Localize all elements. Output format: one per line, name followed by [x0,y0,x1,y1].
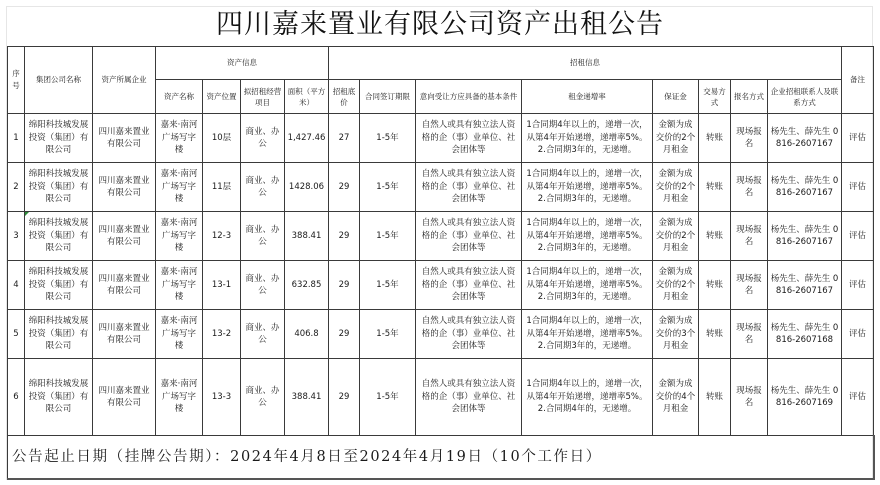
cell-remarks: 评估 [842,310,874,359]
header-asset-info: 资产信息 [156,47,329,80]
cell-deposit: 金额为成交价的2个月租金 [653,212,699,261]
footer-row [8,436,874,480]
header-owner-company: 资产所属企业 [93,47,156,114]
cell-asset-name: 嘉来·南河广场写字楼 [156,163,203,212]
header-signup-method: 报名方式 [731,80,768,114]
cell-conditions: 自然人或具有独立法人资格的企（事）业单位、社会团体等 [416,163,522,212]
cell-owner-company: 四川嘉来置业有限公司 [93,310,156,359]
cell-business: 商业、办公 [241,359,285,436]
header-lease-info: 招租信息 [329,47,842,80]
cell-term: 1-5年 [360,359,416,436]
cell-area: 406.8 [285,310,329,359]
cell-group-company: 绵阳科技城发展投资（集团）有限公司 [25,310,93,359]
lease-announcement-table [7,46,875,480]
table-row [8,114,874,163]
header-contact: 企业招租联系人及联系方式 [768,80,842,114]
cell-base-price: 29 [329,359,360,436]
cell-seq: 1 [8,114,25,163]
cell-conditions: 自然人或具有独立法人资格的企（事）业单位、社会团体等 [416,212,522,261]
announcement-period: 公告起止日期（挂牌公告期）：2024年4月8日至2024年4月19日（10个工作日） [8,436,874,480]
cell-rent-increase: 1合同期4年以上的，递增一次，从第4年开始递增，递增率5%。2.合同期3年的，无递增。 [522,261,653,310]
header-rent-increase: 租金递增率 [522,80,653,114]
cell-owner-company: 四川嘉来置业有限公司 [93,114,156,163]
cell-area: 388.41 [285,212,329,261]
cell-trade: 转账 [699,212,731,261]
cell-base-price: 29 [329,310,360,359]
cell-deposit: 金额为成交价的3个月租金 [653,310,699,359]
cell-deposit: 金额为成交价的2个月租金 [653,261,699,310]
header-asset-name: 资产名称 [156,80,203,114]
cell-rent-increase: 1合同期4年以上的，递增一次，从第4年开始递增，递增率5%。2.合同期4年的，无递增。 [522,359,653,436]
cell-trade: 转账 [699,310,731,359]
cell-base-price: 27 [329,114,360,163]
cell-term: 1-5年 [360,163,416,212]
cell-remarks: 评估 [842,212,874,261]
header-base-price: 招租底价 [329,80,360,114]
cell-base-price: 29 [329,212,360,261]
cell-owner-company: 四川嘉来置业有限公司 [93,359,156,436]
cell-seq: 2 [8,163,25,212]
cell-group-company: 绵阳科技城发展投资（集团）有限公司 [25,163,93,212]
header-area: 面积（平方米） [285,80,329,114]
cell-contact: 杨先生、薛先生 0816-2607167 [768,163,842,212]
cell-contact: 杨先生、薛先生 0816-2607167 [768,261,842,310]
cell-base-price: 29 [329,163,360,212]
cell-asset-name: 嘉来·南河广场写字楼 [156,114,203,163]
cell-seq: 5 [8,310,25,359]
cell-business: 商业、办公 [241,310,285,359]
cell-contact: 杨先生、薛先生 0816-2607167 [768,114,842,163]
cell-rent-increase: 1合同期4年以上的，递增一次，从第4年开始递增，递增率5%。2.合同期3年的，无递增。 [522,163,653,212]
header-deposit: 保证金 [653,80,699,114]
cell-owner-company: 四川嘉来置业有限公司 [93,163,156,212]
header-asset-location: 资产位置 [203,80,241,114]
cell-group-company-text: 绵阳科技城发展投资（集团）有限公司 [28,218,89,254]
comment-marker-icon [25,212,29,216]
cell-signup: 现场报名 [731,163,768,212]
cell-signup: 现场报名 [731,359,768,436]
cell-signup: 现场报名 [731,310,768,359]
table-row [8,261,874,310]
cell-conditions: 自然人或具有独立法人资格的企（事）业单位、社会团体等 [416,310,522,359]
cell-contact: 杨先生、薛先生 0816-2607168 [768,310,842,359]
cell-remarks: 评估 [842,359,874,436]
cell-remarks: 评估 [842,261,874,310]
cell-remarks: 评估 [842,114,874,163]
cell-signup: 现场报名 [731,114,768,163]
cell-rent-increase: 1合同期4年以上的，递增一次，从第4年开始递增，递增率5%。2.合同期3年的，无递增。 [522,310,653,359]
cell-term: 1-5年 [360,212,416,261]
cell-owner-company: 四川嘉来置业有限公司 [93,212,156,261]
cell-remarks: 评估 [842,163,874,212]
cell-asset-name: 嘉来·南河广场写字楼 [156,359,203,436]
cell-trade: 转账 [699,261,731,310]
cell-business: 商业、办公 [241,114,285,163]
cell-conditions: 自然人或具有独立法人资格的企（事）业单位、社会团体等 [416,359,522,436]
table-row [8,359,874,436]
cell-term: 1-5年 [360,261,416,310]
cell-asset-name: 嘉来·南河广场写字楼 [156,310,203,359]
cell-rent-increase: 1合同期4年以上的，递增一次，从第4年开始递增，递增率5%。2.合同期3年的，无递增。 [522,212,653,261]
cell-trade: 转账 [699,359,731,436]
cell-signup: 现场报名 [731,261,768,310]
cell-area: 1,427.46 [285,114,329,163]
table-row [8,310,874,359]
table-row [8,163,874,212]
cell-group-company [25,212,93,261]
cell-seq: 3 [8,212,25,261]
cell-group-company: 绵阳科技城发展投资（集团）有限公司 [25,114,93,163]
header-contract-term: 合同签订期限 [360,80,416,114]
cell-term: 1-5年 [360,114,416,163]
header-conditions: 意向受让方应具备的基本条件 [416,80,522,114]
cell-location: 11层 [203,163,241,212]
header-seq: 序号 [8,47,25,114]
cell-trade: 转账 [699,163,731,212]
cell-deposit: 金额为成交价的2个月租金 [653,163,699,212]
cell-area: 1428.06 [285,163,329,212]
cell-location: 13-1 [203,261,241,310]
cell-signup: 现场报名 [731,212,768,261]
cell-seq: 6 [8,359,25,436]
cell-deposit: 金额为成交价的4个月租金 [653,359,699,436]
cell-contact: 杨先生、薛先生 0816-2607167 [768,212,842,261]
cell-area: 388.41 [285,359,329,436]
header-trade-method: 交易方式 [699,80,731,114]
cell-contact: 杨先生、薛先生 0816-2607169 [768,359,842,436]
cell-location: 12-3 [203,212,241,261]
header-remarks: 备注 [842,47,874,114]
cell-area: 632.85 [285,261,329,310]
cell-location: 13-3 [203,359,241,436]
cell-conditions: 自然人或具有独立法人资格的企（事）业单位、社会团体等 [416,114,522,163]
cell-rent-increase: 1合同期4年以上的，递增一次，从第4年开始递增，递增率5%。2.合同期3年的，无递增。 [522,114,653,163]
header-row-1 [8,47,874,80]
cell-group-company: 绵阳科技城发展投资（集团）有限公司 [25,261,93,310]
cell-location: 10层 [203,114,241,163]
cell-seq: 4 [8,261,25,310]
page-title: 四川嘉来置业有限公司资产出租公告 [216,9,664,40]
header-group-company: 集团公司名称 [25,47,93,114]
cell-group-company: 绵阳科技城发展投资（集团）有限公司 [25,359,93,436]
table-row [8,212,874,261]
cell-business: 商业、办公 [241,261,285,310]
cell-location: 13-2 [203,310,241,359]
header-business-scope: 拟招租经营项目 [241,80,285,114]
cell-conditions: 自然人或具有独立法人资格的企（事）业单位、社会团体等 [416,261,522,310]
cell-owner-company: 四川嘉来置业有限公司 [93,261,156,310]
cell-deposit: 金额为成交价的2个月租金 [653,114,699,163]
cell-asset-name: 嘉来·南河广场写字楼 [156,212,203,261]
cell-trade: 转账 [699,114,731,163]
cell-business: 商业、办公 [241,163,285,212]
cell-asset-name: 嘉来·南河广场写字楼 [156,261,203,310]
cell-base-price: 29 [329,261,360,310]
cell-term: 1-5年 [360,310,416,359]
cell-business: 商业、办公 [241,212,285,261]
